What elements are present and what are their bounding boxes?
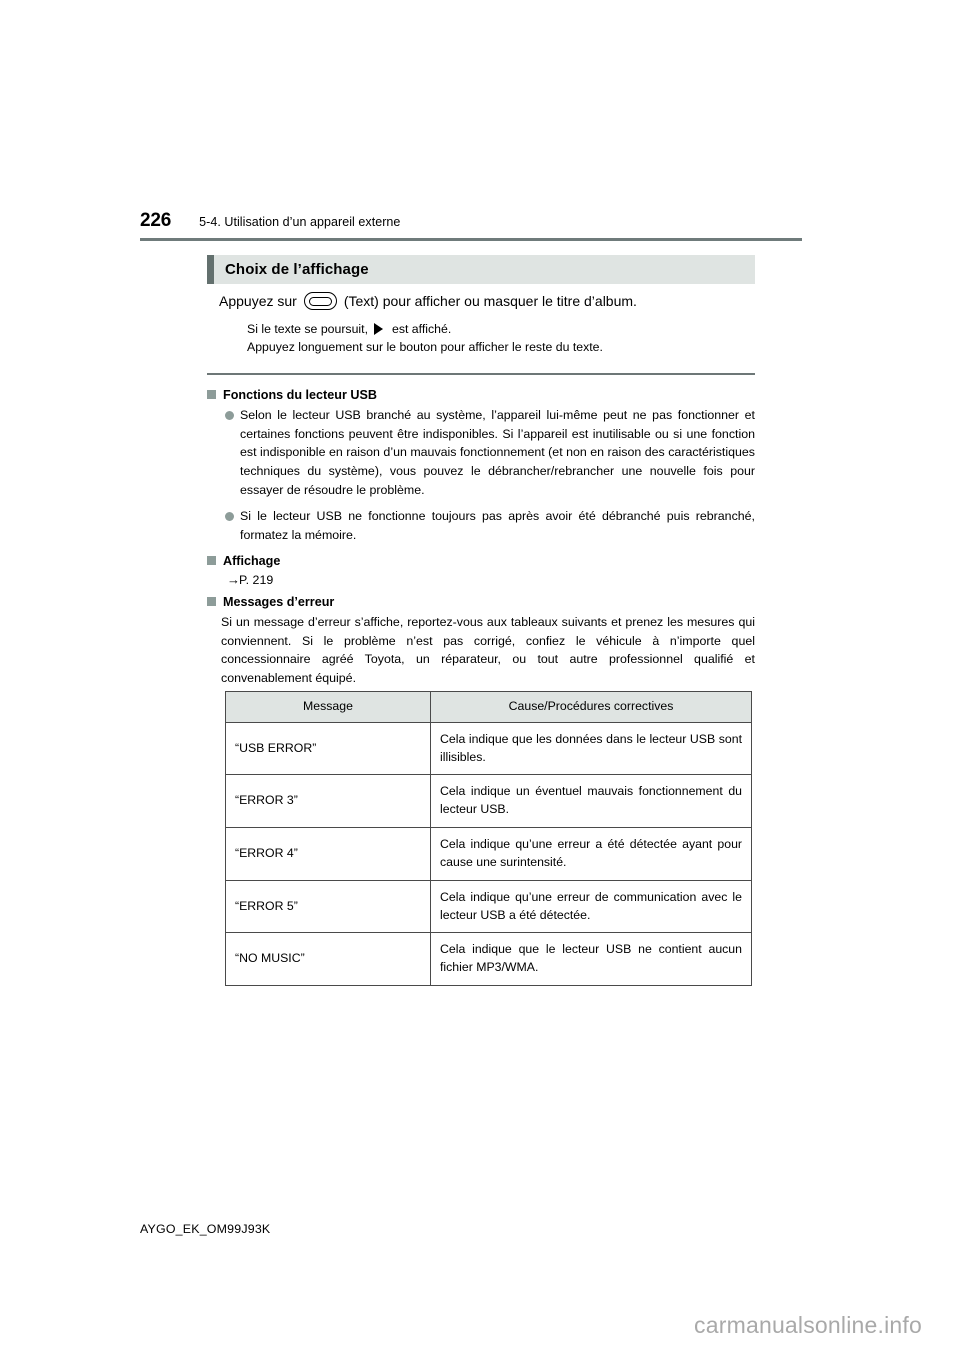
cell-cause: Cela indique que les données dans le lecteur USB sont illisibles. bbox=[431, 722, 752, 775]
cell-message: “ERROR 3” bbox=[226, 775, 431, 828]
heading-usb-functions-label: Fonctions du lecteur USB bbox=[223, 387, 377, 402]
list-item-text: Selon le lecteur USB branché au système, l’appareil lui-même peut ne pas fonctionner et certaines fonctions peuvent être indisponibles. Si l’appareil est inutilisable ou si une fonction est indisponible en raison d’un mauvais fonctionnement (et non en raison des caractéristiques techniques du système), vous pouvez le débrancher/rebrancher une nouvelle fois pour essayer de résoudre le problème. bbox=[240, 407, 755, 498]
dot-marker-icon bbox=[225, 411, 234, 420]
sub-note-line-2: Appuyez longuement sur le bouton pour afficher le reste du texte. bbox=[247, 340, 603, 355]
document-code: AYGO_EK_OM99J93K bbox=[140, 1222, 271, 1236]
page-reference[interactable] bbox=[227, 572, 755, 587]
column-header-message: Message bbox=[226, 692, 431, 723]
heading-affichage bbox=[207, 554, 755, 568]
cell-message: “ERROR 5” bbox=[226, 880, 431, 933]
cell-cause: Cela indique un éventuel mauvais fonctionnement du lecteur USB. bbox=[431, 775, 752, 828]
page-content bbox=[207, 292, 755, 688]
play-triangle-icon bbox=[374, 323, 383, 335]
lead-instruction bbox=[219, 292, 755, 311]
dot-marker-icon bbox=[225, 512, 234, 521]
lead-text-before: Appuyez sur bbox=[219, 293, 297, 309]
error-messages-paragraph: Si un message d’erreur s’affiche, reportez-vous aux tableaux suivants et prenez les mesures qui conviennent. Si le problème n’est pas corrigé, confiez le véhicule à n’importe quel concessionnaire agréé Toyota, un réparateur, ou tout autre professionnel qualifié et convenablement équipé. bbox=[221, 614, 755, 686]
heading-error-messages bbox=[207, 595, 755, 609]
heading-usb-functions bbox=[207, 388, 755, 402]
text-button-icon bbox=[304, 292, 337, 310]
page-header-title: 5-4. Utilisation d’un appareil externe bbox=[199, 215, 401, 229]
section-title: Choix de l’affichage bbox=[225, 261, 369, 278]
header-divider-rule bbox=[140, 238, 802, 241]
square-marker-icon bbox=[207, 390, 216, 399]
table-header-row bbox=[226, 692, 752, 723]
error-message-table bbox=[225, 691, 752, 986]
table-row bbox=[226, 880, 752, 933]
cell-cause: Cela indique que le lecteur USB ne contient aucun fichier MP3/WMA. bbox=[431, 933, 752, 986]
table-row bbox=[226, 722, 752, 775]
square-marker-icon bbox=[207, 556, 216, 565]
square-marker-icon bbox=[207, 597, 216, 606]
cell-message: “NO MUSIC” bbox=[226, 933, 431, 986]
page-header bbox=[140, 210, 800, 232]
list-item bbox=[225, 406, 755, 500]
section-accent-bar bbox=[207, 255, 214, 284]
sub-note-line-1 bbox=[247, 320, 755, 338]
arrow-right-icon: → bbox=[227, 571, 239, 587]
sub-note-text-after: est affiché. bbox=[391, 321, 452, 336]
cell-cause: Cela indique qu’une erreur a été détectée ayant pour cause une surintensité. bbox=[431, 828, 752, 881]
table-row bbox=[226, 775, 752, 828]
sub-note-text-before: Si le texte se poursuit, bbox=[247, 321, 368, 336]
content-divider-rule bbox=[207, 373, 755, 375]
list-item-text: Si le lecteur USB ne fonctionne toujours pas après avoir été débranché puis rebranché, formatez la mémoire. bbox=[240, 508, 755, 542]
cell-message: “USB ERROR” bbox=[226, 722, 431, 775]
table-row bbox=[226, 828, 752, 881]
page-number: 226 bbox=[140, 210, 172, 231]
site-watermark: carmanualsonline.info bbox=[694, 1312, 922, 1338]
cell-message: “ERROR 4” bbox=[226, 828, 431, 881]
page-reference-label: P. 219 bbox=[239, 572, 274, 587]
heading-affichage-label: Affichage bbox=[223, 553, 281, 568]
column-header-cause: Cause/Procédures correctives bbox=[431, 692, 752, 723]
cell-cause: Cela indique qu’une erreur de communication avec le lecteur USB a été détectée. bbox=[431, 880, 752, 933]
heading-error-messages-label: Messages d’erreur bbox=[223, 594, 335, 609]
lead-text-after: (Text) pour afficher ou masquer le titre d’album. bbox=[343, 293, 637, 309]
section-title-band bbox=[207, 255, 755, 284]
list-item bbox=[225, 507, 755, 545]
table-row bbox=[226, 933, 752, 986]
table-body bbox=[226, 722, 752, 985]
